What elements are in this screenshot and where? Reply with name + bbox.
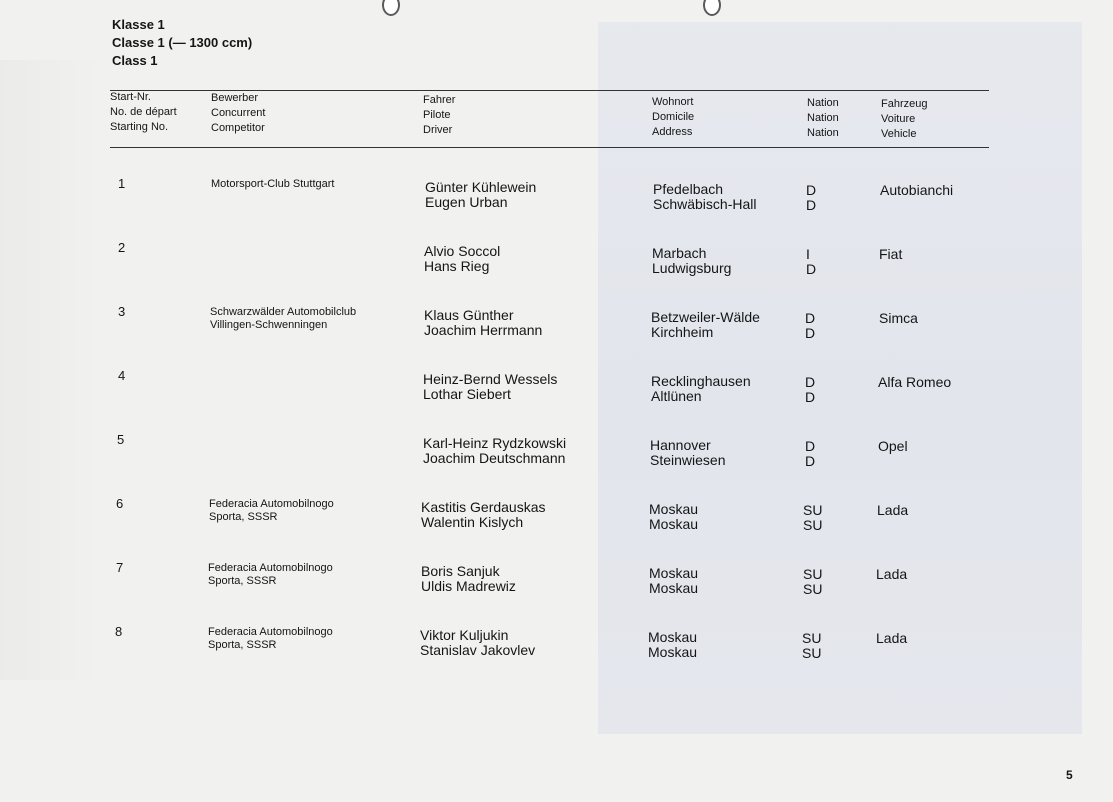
entry-4-nation-1: D (805, 374, 816, 390)
entry-5-driver-2: Joachim Deutschmann (423, 450, 566, 466)
entry-1-driver-1: Günter Kühlewein (425, 179, 537, 195)
entry-4-nation-2: D (805, 389, 816, 405)
entry-7-town-2: Moskau (649, 580, 699, 596)
entry-2-nations (806, 247, 816, 277)
header-competitor (211, 91, 265, 136)
entry-5-driver-1: Karl-Heinz Rydzkowski (423, 435, 567, 451)
entry-8-nation-2: SU (802, 645, 822, 661)
header-address (652, 95, 694, 140)
entry-5-drivers (423, 436, 566, 466)
punch-hole-right (703, 0, 721, 16)
entry-7-vehicle: Lada (876, 566, 908, 582)
entry-8-start-no: 8 (115, 624, 123, 639)
entry-7-competitor-line-2: Sporta, SSSR (208, 575, 277, 587)
entry-8-nation-1: SU (802, 630, 822, 646)
entry-3-nation-1: D (805, 310, 816, 326)
entry-5-town-2: Steinwiesen (650, 452, 726, 468)
entry-4-driver-1: Heinz-Bernd Wessels (423, 371, 558, 387)
entry-7-nations (803, 567, 822, 597)
entry-5-nation-1: D (805, 438, 816, 454)
entry-1-town-2: Schwäbisch-Hall (653, 196, 757, 212)
entry-1-nation-2: D (806, 197, 817, 213)
entry-1-driver-2: Eugen Urban (425, 194, 508, 210)
header-driver-fr: Pilote (423, 109, 451, 121)
entry-7-nation-2: SU (803, 581, 823, 597)
entry-7-competitor (208, 562, 333, 588)
entry-5-start-no: 5 (117, 432, 125, 447)
entry-4-driver-2: Lothar Siebert (423, 386, 511, 402)
entry-2-towns (652, 246, 731, 276)
header-driver-de: Fahrer (423, 94, 456, 106)
entry-2-driver-2: Hans Rieg (424, 258, 490, 274)
entry-6-competitor (209, 498, 334, 524)
entry-2-town-1: Marbach (652, 245, 707, 261)
entry-6-nations (803, 503, 822, 533)
entry-6-nation-2: SU (803, 517, 823, 533)
entry-3-nation-2: D (805, 325, 816, 341)
class-heading (112, 16, 252, 70)
entry-7-town-1: Moskau (649, 565, 699, 581)
entry-8-town-1: Moskau (648, 629, 698, 645)
entry-2-start-no: 2 (118, 240, 126, 255)
entry-7-driver-2: Uldis Madrewiz (421, 578, 516, 594)
header-nation-de: Nation (807, 97, 839, 109)
entry-6-nation-1: SU (803, 502, 823, 518)
entry-6-town-2: Moskau (649, 516, 699, 532)
entry-3-towns (651, 310, 760, 340)
show-through-left-column (0, 60, 100, 680)
entry-3-start-no: 3 (118, 304, 126, 319)
entry-1-competitor (211, 178, 335, 191)
entry-3-competitor (210, 306, 356, 332)
entry-3-competitor-line-1: Schwarzwälder Automobilclub (210, 306, 357, 318)
entry-7-driver-1: Boris Sanjuk (421, 563, 500, 579)
entry-4-nations (805, 375, 815, 405)
entry-2-nation-2: D (806, 261, 817, 277)
class-line-fr: Classe 1 (— 1300 ccm) (112, 35, 253, 50)
entry-8-competitor-line-1: Federacia Automobilnogo (208, 626, 333, 638)
entry-1-towns (653, 182, 756, 212)
entry-2-nation-1: I (806, 246, 810, 262)
header-vehicle-en: Vehicle (881, 128, 917, 140)
entry-6-drivers (421, 500, 546, 530)
entry-7-start-no: 7 (116, 560, 124, 575)
entry-3-competitor-line-2: Villingen-Schwenningen (210, 319, 328, 331)
entry-3-driver-2: Joachim Herrmann (424, 322, 543, 338)
entry-6-vehicle: Lada (877, 502, 909, 518)
entry-1-competitor-line-1: Motorsport-Club Stuttgart (211, 178, 335, 190)
entry-8-competitor-line-2: Sporta, SSSR (208, 639, 277, 651)
entry-4-start-no: 4 (118, 368, 126, 383)
entry-7-towns (649, 566, 698, 596)
header-vehicle (881, 97, 927, 142)
header-vehicle-fr: Voiture (881, 113, 916, 125)
entry-7-nation-1: SU (803, 566, 823, 582)
entry-6-driver-1: Kastitis Gerdauskas (421, 499, 546, 515)
entry-8-towns (648, 630, 697, 660)
header-vehicle-de: Fahrzeug (881, 98, 928, 110)
entry-4-vehicle: Alfa Romeo (878, 374, 952, 390)
entry-6-driver-2: Walentin Kislych (421, 514, 524, 530)
header-nation (807, 96, 839, 141)
entry-6-start-no: 6 (116, 496, 124, 511)
header-competitor-de: Bewerber (211, 92, 259, 104)
entry-5-nation-2: D (805, 453, 816, 469)
entry-2-drivers (424, 244, 500, 274)
entry-6-towns (649, 502, 698, 532)
header-address-en: Address (652, 126, 693, 138)
entry-6-town-1: Moskau (649, 501, 699, 517)
header-start-de: Start-Nr. (110, 91, 151, 103)
header-competitor-fr: Concurrent (211, 107, 266, 119)
entry-2-driver-1: Alvio Soccol (424, 243, 501, 259)
class-line-en: Class 1 (112, 53, 158, 68)
entry-1-nation-1: D (806, 182, 817, 198)
entry-5-vehicle: Opel (878, 438, 908, 454)
entry-7-competitor-line-1: Federacia Automobilnogo (208, 562, 333, 574)
entry-5-nations (805, 439, 815, 469)
entry-3-vehicle: Simca (879, 310, 918, 326)
class-line-de: Klasse 1 (112, 17, 165, 32)
header-start-fr: No. de départ (110, 106, 177, 118)
header-driver (423, 93, 455, 138)
punch-hole-left (382, 0, 400, 16)
entry-1-start-no: 1 (118, 176, 126, 191)
header-rule-bottom (110, 147, 989, 148)
header-address-fr: Domicile (652, 111, 695, 123)
entry-2-town-2: Ludwigsburg (652, 260, 732, 276)
entry-2-vehicle: Fiat (879, 246, 903, 262)
entry-3-town-2: Kirchheim (651, 324, 714, 340)
header-start-en: Starting No. (110, 121, 169, 133)
entry-3-drivers (424, 308, 542, 338)
header-nation-en: Nation (807, 127, 839, 139)
entry-1-town-1: Pfedelbach (653, 181, 724, 197)
entry-6-competitor-line-1: Federacia Automobilnogo (209, 498, 334, 510)
entry-4-towns (651, 374, 751, 404)
entry-5-town-1: Hannover (650, 437, 711, 453)
entry-4-town-2: Altlünen (651, 388, 702, 404)
entry-1-drivers (425, 180, 536, 210)
entry-8-vehicle: Lada (876, 630, 908, 646)
entry-8-driver-1: Viktor Kuljukin (420, 627, 509, 643)
entry-8-drivers (420, 628, 535, 658)
header-nation-fr: Nation (807, 112, 839, 124)
entry-8-town-2: Moskau (648, 644, 698, 660)
entry-5-towns (650, 438, 726, 468)
entry-1-vehicle: Autobianchi (880, 182, 954, 198)
entry-4-drivers (423, 372, 557, 402)
header-start-no (110, 90, 177, 135)
entry-4-town-1: Recklinghausen (651, 373, 751, 389)
page-number: 5 (1066, 768, 1073, 782)
entry-3-driver-1: Klaus Günther (424, 307, 514, 323)
entry-7-drivers (421, 564, 516, 594)
entry-8-nations (802, 631, 821, 661)
entry-8-driver-2: Stanislav Jakovlev (420, 642, 536, 658)
entry-3-town-1: Betzweiler-Wälde (651, 309, 760, 325)
header-competitor-en: Competitor (211, 122, 265, 134)
header-address-de: Wohnort (652, 96, 694, 108)
header-driver-en: Driver (423, 124, 453, 136)
entry-3-nations (805, 311, 815, 341)
entry-1-nations (806, 183, 816, 213)
entry-8-competitor (208, 626, 333, 652)
entry-6-competitor-line-2: Sporta, SSSR (209, 511, 278, 523)
